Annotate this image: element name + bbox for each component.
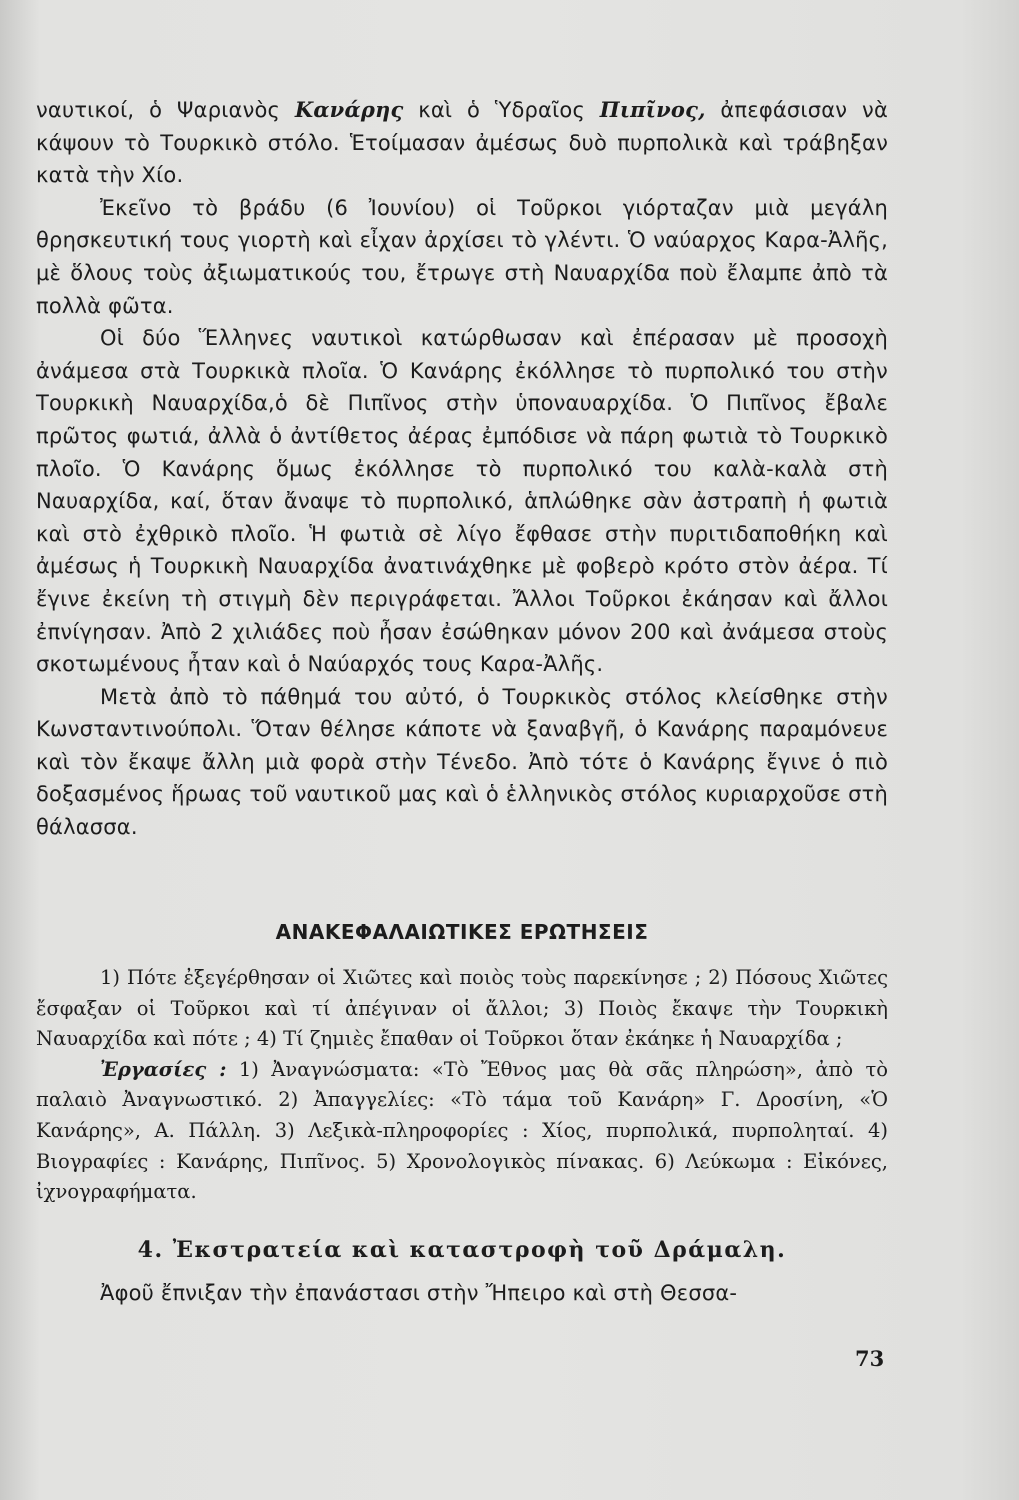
paragraph-1 <box>36 94 888 192</box>
review-questions <box>36 963 888 1208</box>
paragraph-4: Μετὰ ἀπὸ τὸ πάθημά του αὐτό, ὁ Τουρκικὸς στόλος κλείσθηκε στὴν Κωνσταντινούπολι. Ὅταν θέλησε κάποτε νὰ ξαναβγῆ, ὁ Κανάρης παραμόνευε καὶ τὸν ἔκαψε ἄλλη μιὰ φορὰ στὴν Τένεδο. Ἀπὸ τότε ὁ Κανάρης ἔγινε ὁ πιὸ δοξασμένος ἥρωας τοῦ ναυτικοῦ μας καὶ ὁ ἑλληνικὸς στόλος κυριαρχοῦσε στὴ θάλασσα. <box>36 684 888 840</box>
tasks-text <box>36 1055 888 1208</box>
paragraph-1-mid: καὶ ὁ Ὑδραῖος <box>403 98 600 122</box>
narrative-text <box>36 94 888 844</box>
page-number: 73 <box>855 1346 885 1371</box>
paragraph-1-end: ἀπεφάσισαν νὰ κάψουν τὸ Τουρκικὸ στόλο. Ἑτοίμασαν ἀμέσως δυὸ πυρπολικὰ καὶ τράβηξαν κατὰ τὴν Χίο. <box>36 98 888 188</box>
review-questions-heading: ΑΝΑΚΕΦΑΛΑΙΩΤΙΚΕΣ ΕΡΩΤΗΣΕΙΣ <box>275 920 649 944</box>
tasks-label: Ἐργασίες : <box>100 1057 227 1081</box>
tasks-body: 1) Ἀναγνώσματα: «Τὸ Ἔθνος μας θὰ σᾶς πληρώση», ἀπὸ τὸ παλαιὸ Ἀναγνωστικό. 2) Ἀπαγγελίες: «Τὸ τάμα τοῦ Κανάρη» Γ. Δροσίνη, «Ὁ Κανάρης», Α. Πάλλη. 3) Λεξικὰ-πληροφορίες : Χίος, πυρπολικά, πυρποληταί. 4) Βιογραφίες : Κανάρης, Πιπῖνος. 5) Χρονολογικὸς πίνακας. 6) Λεύκωμα : Εἰκόνες, ἰχνογραφήματα. <box>36 1057 888 1204</box>
paragraph-3: Οἱ δύο Ἕλληνες ναυτικοὶ κατώρθωσαν καὶ ἐπέρασαν μὲ προσοχὴ ἀνάμεσα στὰ Τουρκικὰ πλοῖα. Ὁ Κανάρης ἐκόλλησε τὸ πυρπολικό του στὴν Τουρκικὴ Ναυαρχίδα,ὁ δὲ Πιπῖνος στὴν ὑποναυαρχίδα. Ὁ Πιπῖνος ἔβαλε πρῶτος φωτιά, ἀλλὰ ὁ ἀντίθετος ἀέρας ἐμπόδισε νὰ πάρη φωτιὰ τὸ Τουρκικὸ πλοῖο. Ὁ Κανάρης ὅμως ἐκόλλησε τὸ πυρπολικό του καλὰ-καλὰ στὴ Ναυαρχίδα, καί, ὅταν ἄναψε τὸ πυρπολικό, ἁπλώθηκε σὰν ἀστραπὴ ἡ φωτιὰ καὶ στὸ ἐχθρικὸ πλοῖο. Ἡ φωτιὰ σὲ λίγο ἔφθασε στὴν πυριτιδαποθήκη καὶ ἀμέσως ἡ Τουρκικὴ Ναυαρχίδα ἀνατινάχθηκε μὲ φοβερὸ κρότο στὸν ἀέρα. Τί ἔγινε ἐκείνη τὴ στιγμὴ δὲν περιγράφεται. Ἄλλοι Τοῦρκοι ἐκάησαν καὶ ἄλλοι ἐπνίγησαν. Ἀπὸ 2 χιλιάδες ποὺ ἦσαν ἐσώθηκαν μόνον 200 καὶ ἀνάμεσα στοὺς σκοτωμένους ἦταν καὶ ὁ Ναύαρχός τους Καρα-Ἀλῆς. <box>36 326 888 677</box>
name-pipinos: Πιπῖνος, <box>599 97 706 122</box>
section-intro <box>36 1277 888 1310</box>
name-kanaris: Κανάρης <box>294 97 404 122</box>
paragraph-1-start: ναυτικοί, ὁ Ψαριανὸς <box>36 98 295 122</box>
section-heading: 4. Ἐκστρατεία καὶ καταστροφὴ τοῦ Δράμαλη. <box>137 1237 787 1263</box>
questions-text: 1) Πότε ἐξεγέρθησαν οἱ Χιῶτες καὶ ποιὸς τοὺς παρεκίνησε ; 2) Πόσους Χιῶτες ἔσφαξαν οἱ Τοῦρκοι καὶ τί ἀπέγιναν οἱ ἄλλοι; 3) Ποιὸς ἔκαψε τὴν Τουρκικὴ Ναυαρχίδα καὶ πότε ; 4) Τί ζημιὲς ἔπαθαν οἱ Τοῦρκοι ὅταν ἐκάηκε ἡ Ναυαρχίδα ; <box>36 966 888 1051</box>
section-intro-text: Ἀφοῦ ἔπνιξαν τὴν ἐπανάστασι στὴν Ἤπειρο καὶ στὴ Θεσσα- <box>100 1281 738 1305</box>
paragraph-2: Ἐκεῖνο τὸ βράδυ (6 Ἰουνίου) οἱ Τοῦρκοι γιόρταζαν μιὰ μεγάλη θρησκευτική τους γιορτὴ καὶ εἶχαν ἀρχίσει τὸ γλέντι. Ὁ ναύαρχος Καρα-Ἀλῆς, μὲ ὅλους τοὺς ἀξιωματικούς του, ἔτρωγε στὴ Ναυαρχίδα ποὺ ἔλαμπε ἀπὸ τὰ πολλὰ φῶτα. <box>36 195 888 318</box>
